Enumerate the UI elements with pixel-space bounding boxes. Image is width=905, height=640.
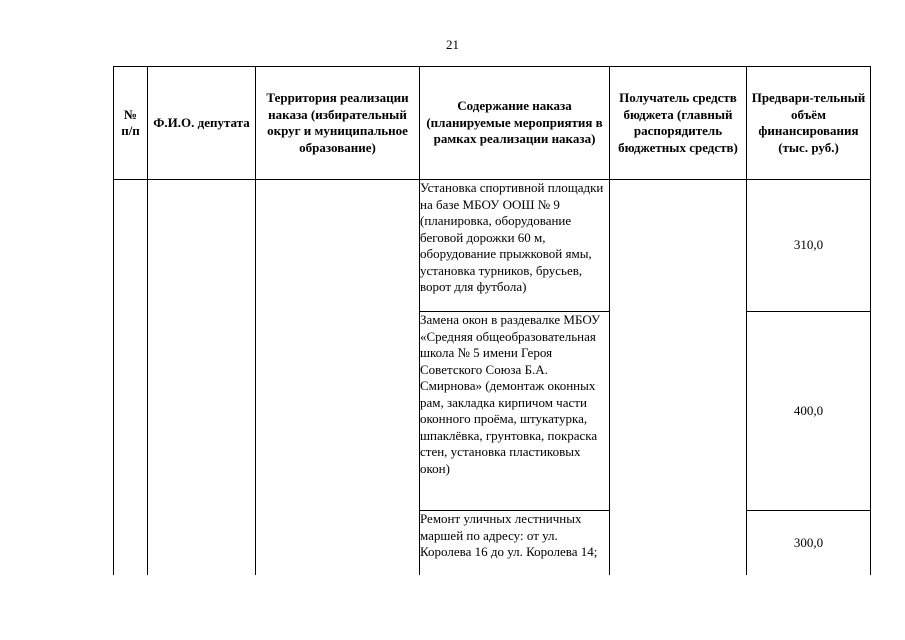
order-content-cell: Установка спортивной площадки на базе МБОУ ООШ № 9 (планировка, оборудование беговой дорожки 60 м, оборудование прыжковой ямы, установка турников, брусьев, ворот для футбола) <box>420 180 610 312</box>
order-content-cell: Замена окон в раздевалке МБОУ «Средняя общеобразовательная школа № 5 имени Героя Советского Союза Б.А. Смирнова» (демонтаж оконных рам, закладка кирпичом части оконного проёма, штукатурка, шпаклёвка, грунтовка, покраска стен, установка пластиковых окон) <box>420 312 610 511</box>
page-number: 21 <box>446 37 459 52</box>
table-header-row <box>114 67 871 180</box>
table-row <box>114 180 871 312</box>
header-territory: Территория реализации наказа (избирательный округ и муниципальное образование) <box>256 67 420 180</box>
funding-amount-cell: 300,0 <box>747 511 871 576</box>
header-number: № п/п <box>114 67 148 180</box>
deputy-name-cell <box>148 180 256 576</box>
header-funding-amount: Предвари-тельный объём финансирования (тыс. руб.) <box>747 67 871 180</box>
header-deputy-name: Ф.И.О. депутата <box>148 67 256 180</box>
number-cell <box>114 180 148 576</box>
budget-recipient-cell <box>610 180 747 576</box>
budget-orders-table <box>113 66 871 575</box>
funding-amount-cell: 310,0 <box>747 180 871 312</box>
funding-amount-cell: 400,0 <box>747 312 871 511</box>
header-order-content: Содержание наказа (планируемые мероприятия в рамках реализации наказа) <box>420 67 610 180</box>
header-budget-recipient: Получатель средств бюджета (главный распорядитель бюджетных средств) <box>610 67 747 180</box>
territory-cell <box>256 180 420 576</box>
order-content-cell: Ремонт уличных лестничных маршей по адресу: от ул. Королева 16 до ул. Королева 14; <box>420 511 610 576</box>
